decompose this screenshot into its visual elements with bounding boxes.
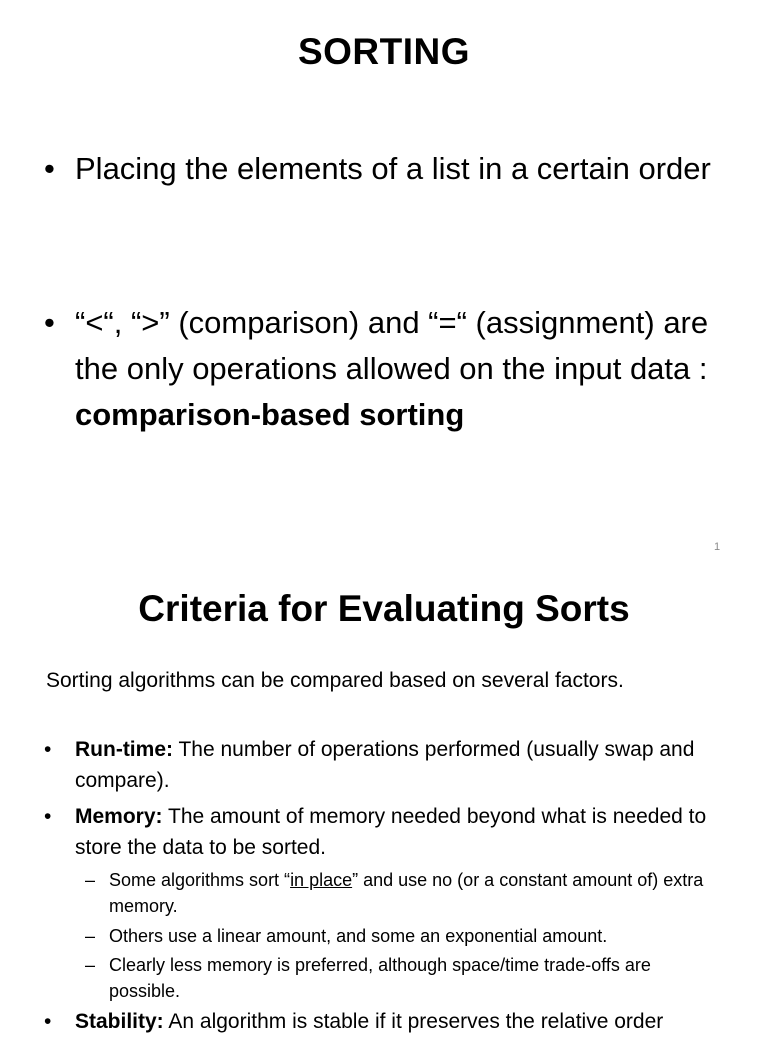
page-number: 1 xyxy=(714,541,721,553)
sub-item-text: Others use a linear amount, and some an exponential amount. xyxy=(109,926,608,946)
slide-criteria xyxy=(0,560,768,1033)
criteria-description: The amount of memory needed beyond what is needed to store the data to be sorted. xyxy=(75,805,707,859)
criteria-label: Memory: xyxy=(75,805,163,828)
criteria-item-stability xyxy=(44,1006,734,1037)
criteria-description: The number of operations performed (usually swap and compare). xyxy=(75,738,695,792)
bullet-text xyxy=(75,300,724,438)
criteria-item-runtime xyxy=(44,734,734,796)
bullet-icon: • xyxy=(44,805,52,828)
criteria-description: An algorithm is stable if it preserves the relative order xyxy=(163,1010,664,1033)
slide-title: Criteria for Evaluating Sorts xyxy=(138,588,630,629)
bullet-icon: • xyxy=(44,738,52,761)
criteria-item-memory xyxy=(44,801,734,863)
sub-item-text: Clearly less memory is preferred, although space/time trade-offs are possible. xyxy=(109,955,651,1001)
sub-item xyxy=(85,923,725,949)
criteria-text xyxy=(75,1006,734,1037)
sub-item-text-part: Some algorithms sort “ xyxy=(109,870,291,890)
bullet-text-plain: “<“, “>” (comparison) and “=“ (assignment) are the only operations allowed on the input data : xyxy=(75,305,709,386)
dash-icon: – xyxy=(85,955,96,975)
bullet-item xyxy=(44,146,724,192)
bullet-text-bold: comparison-based sorting xyxy=(75,397,465,432)
bullet-icon: • xyxy=(44,1010,52,1033)
bullet-icon: • xyxy=(44,305,55,340)
criteria-text xyxy=(75,734,734,796)
bullet-text: Placing the elements of a list in a certain order xyxy=(75,151,711,186)
criteria-label: Run-time: xyxy=(75,738,173,761)
slide-title: SORTING xyxy=(297,31,471,72)
sub-item-text xyxy=(109,867,725,919)
in-place-term: in place xyxy=(290,870,353,890)
bullet-icon: • xyxy=(44,151,55,186)
intro-text: Sorting algorithms can be compared based on several factors. xyxy=(46,669,624,692)
criteria-label: Stability: xyxy=(75,1010,164,1033)
bullet-item xyxy=(44,300,724,438)
criteria-text xyxy=(75,801,734,863)
dash-icon: – xyxy=(85,926,96,946)
sub-item-text-part: ” and use no (or a constant amount of) extra memory. xyxy=(109,870,704,916)
sub-item xyxy=(85,952,725,1004)
dash-icon: – xyxy=(85,870,96,890)
sub-item xyxy=(85,867,725,919)
